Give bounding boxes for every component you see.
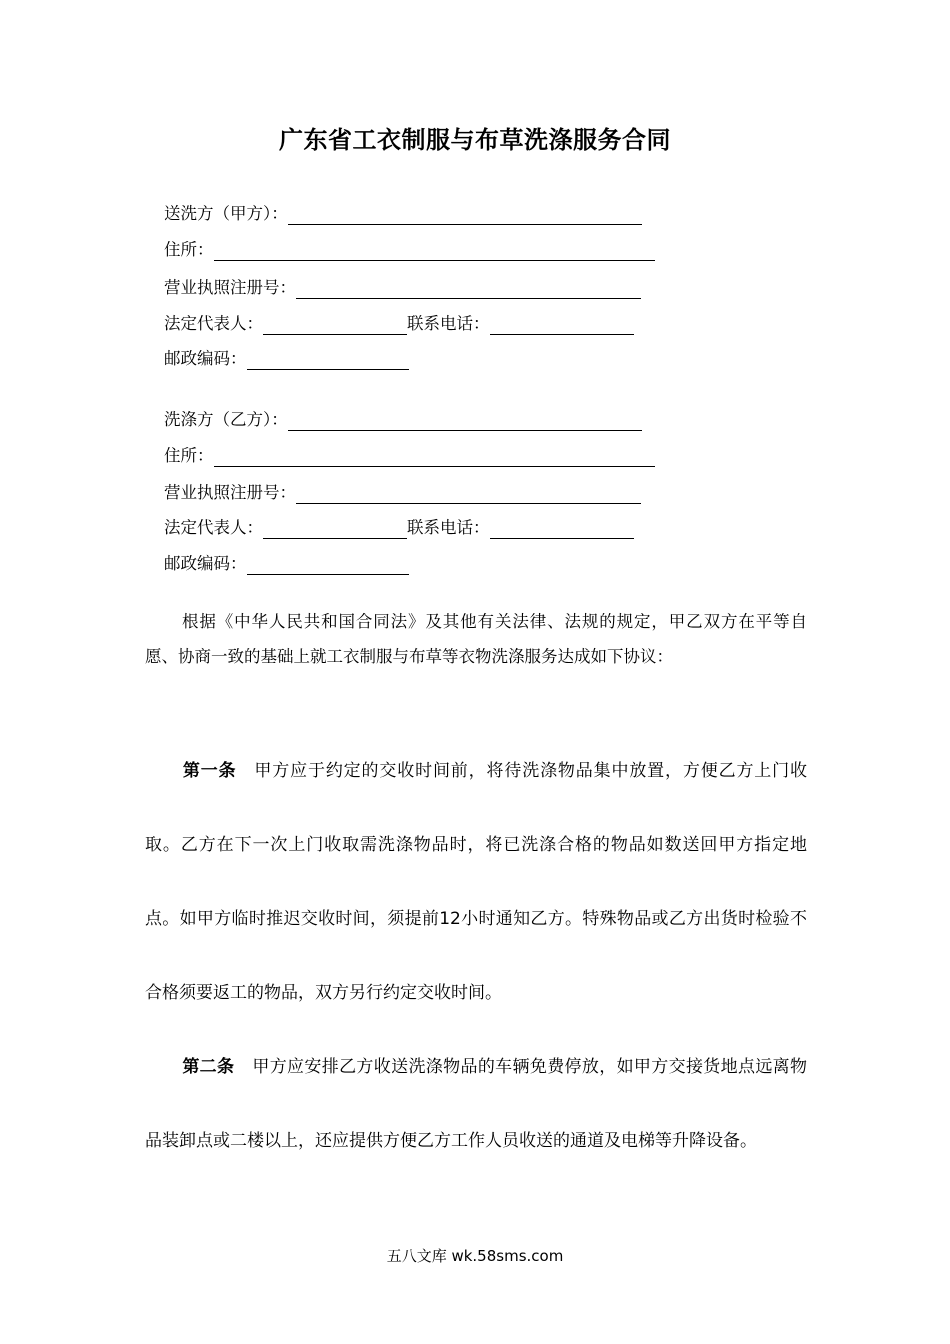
party-a-postcode-label: 邮政编码：	[164, 349, 247, 368]
party-a-name-label: 送洗方（甲方）：	[164, 204, 288, 223]
party-a-name-row	[164, 200, 642, 224]
party-a-address-row	[164, 236, 655, 260]
party-a-rep-blank	[263, 316, 407, 335]
party-b-license-label: 营业执照注册号：	[164, 483, 296, 502]
party-a-address-blank	[214, 242, 655, 261]
party-b-address-row	[164, 442, 655, 466]
clause-1-text: 甲方应于约定的交收时间前，将待洗涤物品集中放置，方便乙方上门收取。乙方在下一次上门收取需洗涤物品时，将已洗涤合格的物品如数送回甲方指定地点。如甲方临时推迟交收时间，须提前12小时通知乙方。特殊物品或乙方出货时检验不合格须要返工的物品，双方另行约定交收时间。	[145, 761, 808, 1003]
party-b-postcode-blank	[247, 556, 409, 575]
party-b-address-label: 住所：	[164, 446, 214, 465]
party-a-license-label: 营业执照注册号：	[164, 278, 296, 297]
party-a-license-blank	[296, 280, 641, 299]
party-a-address-label: 住所：	[164, 240, 214, 259]
intro-paragraph: 根据《中华人民共和国合同法》及其他有关法律、法规的规定，甲乙双方在平等自愿、协商一致的基础上就工衣制服与布草等衣物洗涤服务达成如下协议：	[145, 612, 807, 666]
party-a-postcode-row	[164, 345, 409, 369]
contract-title: 广东省工衣制服与布草洗涤服务合同	[279, 126, 671, 154]
party-a-rep-label: 法定代表人：	[164, 314, 263, 333]
party-a-name-blank	[288, 206, 642, 225]
party-b-name-blank	[288, 412, 642, 431]
party-b-license-blank	[296, 485, 641, 504]
party-b-rep-label: 法定代表人：	[164, 518, 263, 537]
party-a-phone-label: 联系电话：	[407, 314, 490, 333]
party-a-postcode-blank	[247, 351, 409, 370]
party-a-license-row	[164, 274, 641, 298]
footer-watermark: 五八文库 wk.58sms.com	[386, 1247, 564, 1265]
clause-2-number: 第二条	[182, 1057, 235, 1077]
clause-1	[145, 734, 807, 1030]
party-b-postcode-row	[164, 550, 409, 574]
party-b-license-row	[164, 479, 641, 503]
party-b-postcode-label: 邮政编码：	[164, 554, 247, 573]
clause-2-text: 甲方应安排乙方收送洗涤物品的车辆免费停放，如甲方交接货地点远离物品装卸点或二楼以上，还应提供方便乙方工作人员收送的通道及电梯等升降设备。	[145, 1057, 808, 1151]
party-b-phone-label: 联系电话：	[407, 518, 490, 537]
party-b-rep-row	[164, 514, 634, 538]
party-b-phone-blank	[490, 520, 634, 539]
party-a-phone-blank	[490, 316, 634, 335]
party-a-rep-row	[164, 310, 634, 334]
clause-1-number: 第一条	[182, 761, 237, 781]
clause-2	[145, 1030, 807, 1178]
party-b-name-label: 洗涤方（乙方）：	[164, 410, 288, 429]
party-b-name-row	[164, 406, 642, 430]
party-b-address-blank	[214, 448, 655, 467]
party-b-rep-blank	[263, 520, 407, 539]
